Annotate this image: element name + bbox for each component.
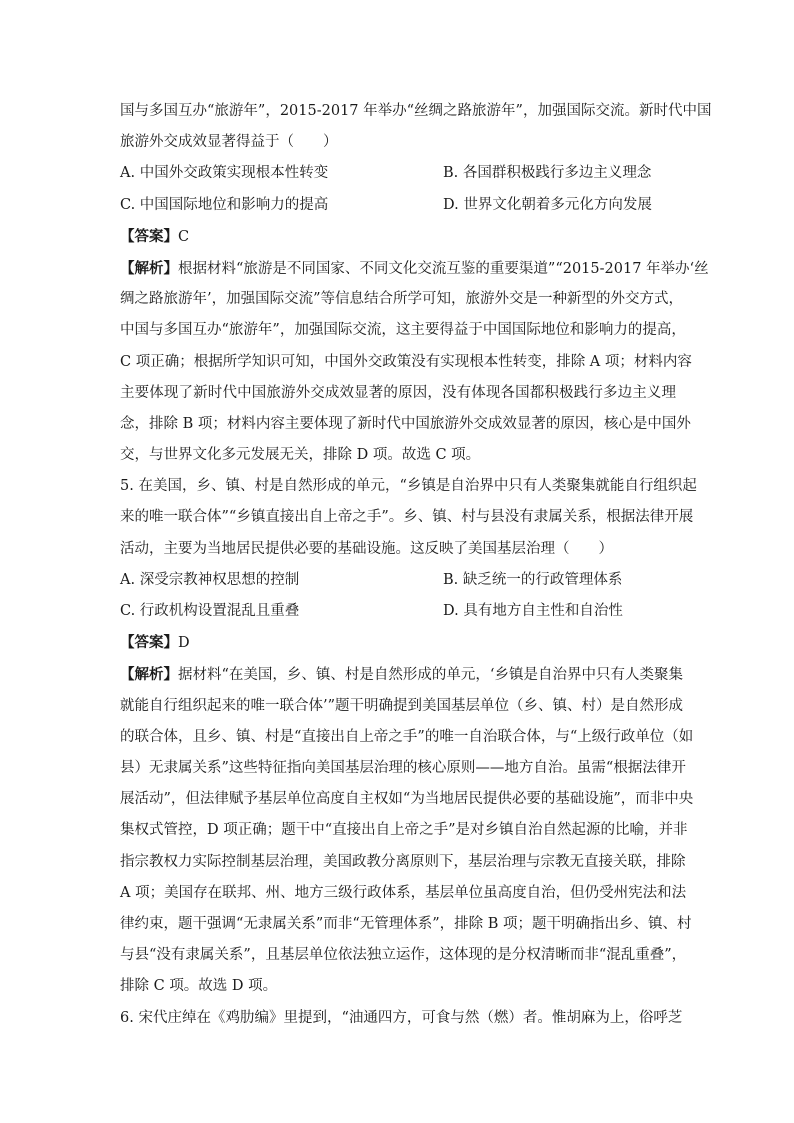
question-5-text-line: 5. 在美国，乡、镇、村是自然形成的单元，“乡镇是自治界中只有人类聚集就能自行组织起	[120, 478, 697, 495]
question-5-text-line: 活动，主要为当地居民提供必要的基础设施。这反映了美国基层治理（ ）	[120, 540, 613, 557]
question-5	[120, 471, 697, 1002]
analysis-line	[120, 253, 709, 284]
analysis-line: 排除 C 项。故选 D 项。	[120, 978, 278, 995]
question-6	[120, 1003, 683, 1034]
option-a: A. 中国外交政策实现根本性转变	[120, 165, 329, 182]
question-5-text-line: 来的唯一联合体”“乡镇直接出自上帝之手”。乡、镇、村与县没有隶属关系，根据法律开展	[120, 509, 694, 526]
analysis-line: 律约束，题干强调“无隶属关系”而非“无管理体系”，排除 B 项；题干明确指出乡、镇、村	[120, 915, 692, 932]
option-b: B. 各国群积极践行多边主义理念	[443, 165, 652, 182]
analysis-line: 的联合体，且乡、镇、村是“直接出自上帝之手”的唯一自治联合体，与“上级行政单位（如	[120, 728, 694, 745]
option-a: A. 深受宗教神权思想的控制	[120, 571, 300, 588]
analysis-line: C 项正确；根据所学知识可知，中国外交政策没有实现根本性转变，排除 A 项；材料内容	[120, 353, 692, 370]
option-c: C. 中国国际地位和影响力的提高	[120, 196, 329, 213]
analysis-line: 绸之路旅游年’，加强国际交流”等信息结合所学可知，旅游外交是一种新型的外交方式，	[120, 291, 684, 308]
analysis-line: 展活动”，但法律赋予基层单位高度自主权如“为当地居民提供必要的基础设施”，而非中央	[120, 791, 694, 808]
analysis-label: 【解析】	[120, 666, 178, 684]
analysis-line	[120, 659, 684, 690]
analysis-line: 念，排除 B 项；材料内容主要体现了新时代中国旅游外交成效显著的原因，核心是中国外	[120, 415, 691, 432]
question-4-text-line: 旅游外交成效显著得益于（ ）	[120, 134, 338, 151]
question-5-options	[120, 565, 676, 627]
question-6-text-line: 6. 宋代庄绰在《鸡肋编》里提到，“油通四方，可食与然（燃）者。惟胡麻为上，俗呼芝	[120, 1009, 683, 1026]
analysis-text: 据材料“在美国，乡、镇、村是自然形成的单元，‘乡镇是自治界中只有人类聚集	[178, 667, 684, 684]
analysis-line: A 项；美国存在联邦、州、地方三级行政体系，基层单位虽高度自治，但仍受州宪法和法	[120, 884, 687, 901]
option-d: D. 具有地方自主性和自治性	[443, 603, 623, 620]
question-5-answer	[120, 627, 676, 659]
analysis-text: 根据材料“旅游是不同国家、不同文化交流互鉴的重要渠道”“2015-2017 年举办‘丝	[178, 260, 709, 277]
answer-value: D	[178, 635, 190, 652]
answer-value: C	[178, 228, 190, 245]
analysis-line: 主要体现了新时代中国旅游外交成效显著的原因，没有体现各国都积极践行多边主义理	[120, 384, 676, 401]
answer-label: 【答案】	[120, 227, 178, 245]
analysis-line: 交，与世界文化多元发展无关，排除 D 项。故选 C 项。	[120, 447, 481, 464]
question-4	[120, 96, 712, 471]
analysis-line: 县）无隶属关系”这些特征指向美国基层治理的核心原则——地方自治。虽需“根据法律开	[120, 760, 686, 777]
option-d: D. 世界文化朝着多元化方向发展	[443, 196, 652, 213]
analysis-line: 与县“没有隶属关系”，且基层单位依法独立运作，这体现的是分权清晰而非“混乱重叠”，	[120, 947, 687, 964]
question-4-answer	[120, 221, 676, 253]
analysis-line: 集权式管控，D 项正确；题干中“直接出自上帝之手”是对乡镇自治自然起源的比喻，并非	[120, 822, 688, 839]
question-4-text-line: 国与多国互办“旅游年”，2015-2017 年举办“丝绸之路旅游年”，加强国际交流。新时代中国	[120, 103, 712, 119]
answer-label: 【答案】	[120, 634, 178, 652]
analysis-line: 中国与多国互办“旅游年”，加强国际交流，这主要得益于中国国际地位和影响力的提高，	[120, 322, 686, 339]
option-b: B. 缺乏统一的行政管理体系	[443, 571, 623, 588]
question-4-options	[120, 158, 676, 220]
analysis-line: 就能自行组织起来的唯一联合体’”题干明确提到美国基层单位（乡、镇、村）是自然形成	[120, 697, 684, 714]
analysis-line: 指宗教权力实际控制基层治理，美国政教分离原则下，基层治理与宗教无直接关联，排除	[120, 853, 686, 870]
document-page	[120, 96, 712, 1034]
option-c: C. 行政机构设置混乱且重叠	[120, 603, 300, 620]
analysis-label: 【解析】	[120, 259, 178, 277]
